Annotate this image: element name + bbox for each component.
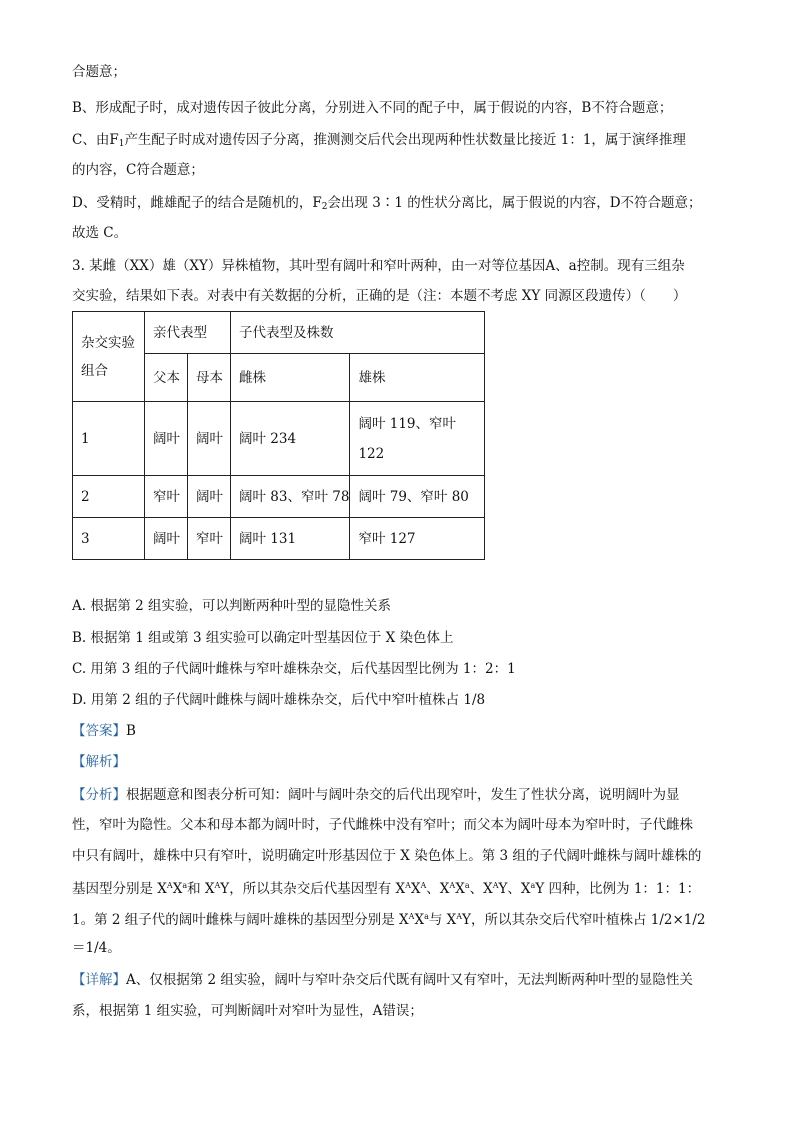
detail-line1: 【详解】A、仅根据第 2 组实验，阔叶与窄叶杂交后代既有阔叶又有窄叶，无法判断两种叶型的显隐性关 (72, 972, 693, 988)
analysis-label: 【解析】 (72, 754, 126, 770)
table-header-male: 雄株 (350, 354, 485, 402)
table-row (73, 402, 485, 476)
detail-label: 【详解】 (72, 972, 126, 988)
prev-option-a-tail: 合题意； (72, 64, 126, 80)
table-header-offspring: 子代表型及株数 (231, 312, 485, 354)
table-cell-group: 2 (73, 476, 145, 518)
option-a: A. 根据第 2 组实验，可以判断两种叶型的显隐性关系 (72, 598, 392, 614)
table-cell-mother: 阔叶 (188, 402, 231, 476)
fenxi-line3: 中只有阔叶，雄株中只有窄叶，说明确定叶形基因位于 X 染色体上。第 3 组的子代阔叶雌株与阔叶雄株的 (72, 848, 702, 864)
answer-value: B (126, 723, 136, 739)
table-cell-male: 窄叶 127 (350, 518, 485, 560)
cross-experiment-table (72, 311, 485, 560)
table-row (73, 476, 485, 518)
table-cell-male: 阔叶 119、窄叶 122 (350, 402, 485, 476)
table-header-mother: 母本 (188, 354, 231, 402)
table-cell-mother: 阔叶 (188, 476, 231, 518)
answer-line (72, 721, 136, 741)
table-cell-group: 1 (73, 402, 145, 476)
fenxi-line4: 基因型分别是 $X^AX^a$和 $X^AY$，所以其杂交后代基因型有 $X^AX^A$、$X^AX^a$、$X^AY$、$X^aY$ 四种，比例为 1：1：1： (72, 881, 701, 897)
prev-option-c: C、由$F_1$产生配子时成对遗传因子分离，推测测交后代会出现两种性状数量比接近 1：1，属于演绎推理 (72, 132, 686, 149)
option-b: B. 根据第 1 组或第 3 组实验可以确定叶型基因位于 X 染色体上 (72, 630, 454, 646)
table-cell-father: 阔叶 (145, 402, 188, 476)
option-d: D. 用第 2 组的子代阔叶雌株与阔叶雄株杂交，后代中窄叶植株占 1/8 (72, 692, 486, 708)
fenxi-line5: 1。第 2 组子代的阔叶雌株与阔叶雄株的基因型分别是 $X^AX^a$与 $X^AY$，所以其杂交后代窄叶植株占 1/2×1/2 (72, 912, 706, 928)
fenxi-line2: 性，窄叶为隐性。父本和母本都为阔叶时，子代雌株中没有窄叶；而父本为阔叶母本为窄叶时，子代雌株 (72, 817, 693, 833)
question-3-line2: 交实验，结果如下表。对表中有关数据的分析，正确的是（注：本题不考虑 XY 同源区段遗传）（ ） (72, 288, 687, 304)
detail-line2: 系，根据第 1 组实验，可判断阔叶对窄叶为显性，A错误； (72, 1003, 423, 1019)
fenxi-line1: 【分析】根据题意和图表分析可知：阔叶与阔叶杂交的后代出现窄叶，发生了性状分离，说明阔叶为显 (72, 787, 680, 803)
table-cell-group: 3 (73, 518, 145, 560)
prev-option-b: B、形成配子时，成对遗传因子彼此分离，分别进入不同的配子中，属于假说的内容，B不符合题意； (72, 100, 673, 116)
table-cell-father: 阔叶 (145, 518, 188, 560)
fenxi-label: 【分析】 (72, 787, 126, 803)
prev-conclusion: 故选 C。 (72, 225, 128, 241)
table-header-group: 杂交实验 组合 (73, 312, 145, 402)
table-header-parent: 亲代表型 (145, 312, 231, 354)
table-header-female: 雌株 (231, 354, 350, 402)
table-row (73, 518, 485, 560)
fenxi-line6: ＝1/4。 (72, 940, 121, 956)
table-cell-mother: 窄叶 (188, 518, 231, 560)
table-cell-female: 阔叶 131 (231, 518, 350, 560)
table-cell-female: 阔叶 234 (231, 402, 350, 476)
table-cell-male: 阔叶 79、窄叶 80 (350, 476, 485, 518)
question-3-line1: 3. 某雌（XX）雄（XY）异株植物，其叶型有阔叶和窄叶两种，由一对等位基因A、a控制。现有三组杂 (72, 258, 685, 274)
table-header-father: 父本 (145, 354, 188, 402)
answer-label: 【答案】 (72, 723, 126, 739)
table-cell-female: 阔叶 83、窄叶 78 (231, 476, 350, 518)
option-c: C. 用第 3 组的子代阔叶雌株与窄叶雄株杂交，后代基因型比例为 1：2：1 (72, 661, 516, 677)
prev-option-d: D、受精时，雌雄配子的结合是随机的，$F_2$会出现 3∶1 的性状分离比，属于假说的内容，D不符合题意； (72, 195, 702, 212)
prev-option-c-line2: 的内容，C符合题意； (72, 162, 204, 178)
table-cell-father: 窄叶 (145, 476, 188, 518)
